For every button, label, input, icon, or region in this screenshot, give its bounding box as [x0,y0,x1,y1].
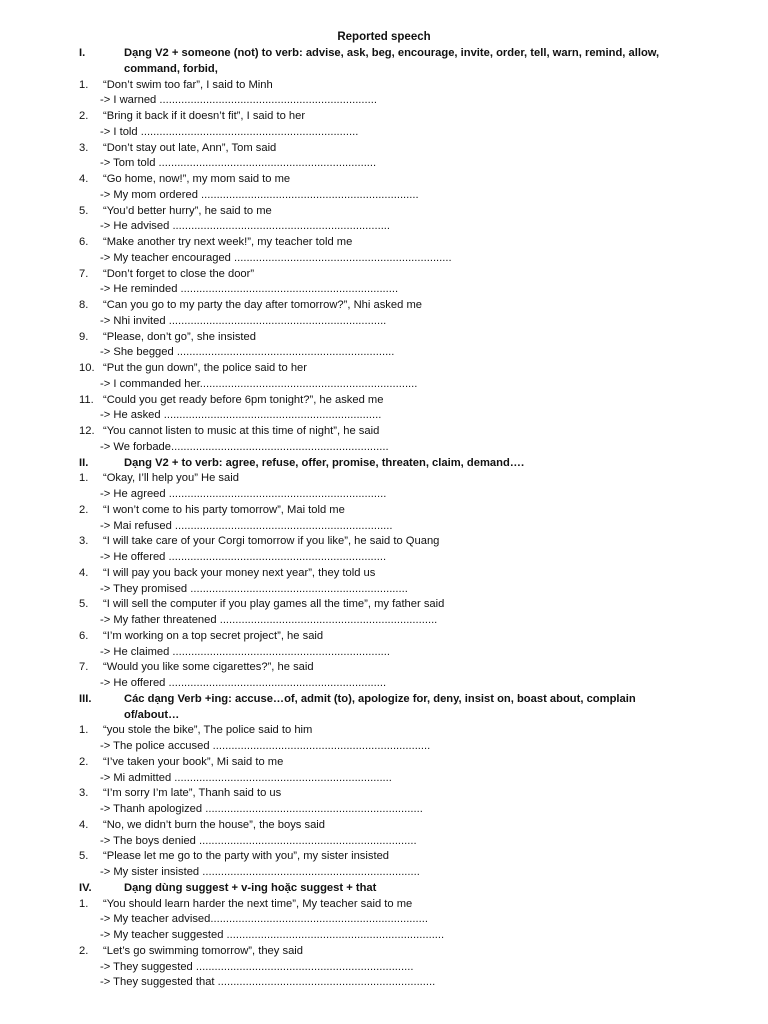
item-number: 12. [79,425,95,437]
section-heading-text: command, forbid, [124,62,218,75]
item-quote: “you stole the bike”, The police said to him [103,724,313,737]
page-title: Reported speech [337,31,431,43]
section-heading-text: Dạng V2 + to verb: agree, refuse, offer, promise, threaten, claim, demand…. [124,456,525,469]
section-numeral: III. [79,692,92,705]
answer-prompt: -> Mai refused ...................................................................... [100,519,393,532]
item-number: 4. [79,818,89,831]
item-quote: “Would you like some cigarettes?”, he said [103,661,314,674]
answer-prompt: -> My teacher encouraged ...................................................................... [100,251,452,264]
item-quote: “I will pay you back your money next year”, they told us [103,566,376,579]
item-quote: “I will take care of your Corgi tomorrow if you like”, he said to Quang [103,535,440,548]
item-quote: “You cannot listen to music at this time of night”, he said [103,425,380,437]
answer-prompt: -> My father threatened ...................................................................... [100,614,438,626]
item-number: 5. [79,204,89,217]
item-quote: “I won’t come to his party tomorrow”, Mai told me [103,503,345,516]
answer-prompt: -> We forbade...................................................................... [100,440,389,453]
answer-prompt: -> They promised ...................................................................... [100,582,408,595]
item-number: 9. [79,330,89,343]
item-quote: “Make another try next week!”, my teacher told me [103,236,353,248]
answer-prompt: -> The boys denied ...................................................................... [100,834,417,847]
answer-prompt: -> The police accused ...................................................................... [100,740,431,752]
answer-prompt: -> Mi admitted ...................................................................... [100,771,392,784]
section-numeral: IV. [79,881,92,894]
item-quote: “Put the gun down”, the police said to her [103,362,307,374]
answer-prompt: -> He offered ...................................................................... [100,551,387,563]
item-number: 3. [79,787,89,800]
section-heading-text: of/about… [124,708,180,721]
item-number: 2. [79,503,89,516]
answer-prompt: -> He agreed ...................................................................... [100,488,387,500]
item-number: 1. [79,472,89,485]
item-number: 2. [79,944,89,957]
item-number: 4. [79,566,89,579]
item-number: 7. [79,267,89,280]
item-quote: “Please let me go to the party with you”, my sister insisted [103,850,390,863]
answer-prompt: -> He reminded ...................................................................... [100,283,399,296]
item-quote: “Please, don’t go”, she insisted [103,330,256,343]
item-number: 11. [79,393,94,406]
answer-prompt: -> I told ...................................................................... [100,125,359,138]
item-quote: “Could you get ready before 6pm tonight?”, he asked me [103,393,384,406]
item-number: 10. [79,362,95,374]
section-heading-text: Các dạng Verb +ing: accuse…of, admit (to), apologize for, deny, insist on, boast about, complain [124,692,636,705]
item-quote: “Go home, now!”, my mom said to me [103,173,291,185]
answer-prompt: -> He advised ...................................................................... [100,220,391,233]
item-number: 8. [79,299,89,311]
answer-prompt: -> Thanh apologized ...................................................................... [100,803,423,815]
answer-prompt: -> He asked ...................................................................... [100,409,382,422]
answer-prompt: -> Nhi invited ...................................................................... [100,314,387,327]
answer-prompt: -> They suggested ...................................................................... [100,960,414,973]
item-number: 1. [79,78,89,91]
answer-prompt: -> He offered ...................................................................... [100,677,387,689]
answer-prompt: -> My teacher suggested ...................................................................... [100,929,445,941]
answer-prompt: -> My sister insisted ...................................................................... [100,866,420,878]
item-quote: “Bring it back if it doesn’t fit”, I said to her [103,110,306,122]
answer-prompt: -> I warned ...................................................................... [100,94,377,107]
item-quote: “You’d better hurry”, he said to me [103,204,272,217]
item-quote: “I’ve taken your book”, Mi said to me [103,755,284,768]
answer-prompt: -> My mom ordered ...................................................................... [100,188,419,201]
item-quote: “Can you go to my party the day after tomorrow?”, Nhi asked me [103,299,422,311]
answer-prompt: -> My teacher advised...................................................................... [100,913,428,926]
section-numeral: II. [79,456,89,469]
item-quote: “I’m working on a top secret project”, he said [103,629,324,642]
item-number: 5. [79,598,89,611]
item-number: 6. [79,629,89,642]
answer-prompt: -> She begged ...................................................................... [100,346,395,359]
item-number: 1. [79,897,89,910]
item-number: 3. [79,141,89,154]
item-quote: “Okay, I’ll help you” He said [103,472,239,485]
item-quote: “No, we didn’t burn the house”, the boys said [103,818,326,831]
section-heading-text: Dạng V2 + someone (not) to verb: advise, ask, beg, encourage, invite, order, tell, warn, remind, allow, [124,47,660,59]
item-number: 1. [79,724,89,737]
item-number: 3. [79,535,89,548]
item-number: 5. [79,850,89,863]
item-number: 6. [79,236,89,248]
item-number: 2. [79,110,89,122]
section-heading-text: Dạng dùng suggest + v-ing hoặc suggest + that [124,881,377,894]
item-quote: “Don’t forget to close the door” [103,267,255,280]
answer-prompt: -> He claimed ...................................................................... [100,645,391,658]
answer-prompt: -> Tom told ...................................................................... [100,157,377,170]
section-numeral: I. [79,47,86,59]
item-quote: “I will sell the computer if you play games all the time”, my father said [103,598,445,611]
item-number: 4. [79,173,89,185]
answer-prompt: -> They suggested that ...................................................................... [100,976,436,989]
item-quote: “Don’t stay out late, Ann”, Tom said [103,141,277,154]
item-number: 2. [79,755,89,768]
item-quote: “You should learn harder the next time”, My teacher said to me [103,897,413,910]
answer-prompt: -> I commanded her...................................................................... [100,377,418,390]
item-quote: “Let’s go swimming tomorrow”, they said [103,944,303,957]
item-quote: “Don’t swim too far”, I said to Minh [103,78,273,91]
item-quote: “I’m sorry I’m late”, Thanh said to us [103,787,282,800]
item-number: 7. [79,661,89,674]
